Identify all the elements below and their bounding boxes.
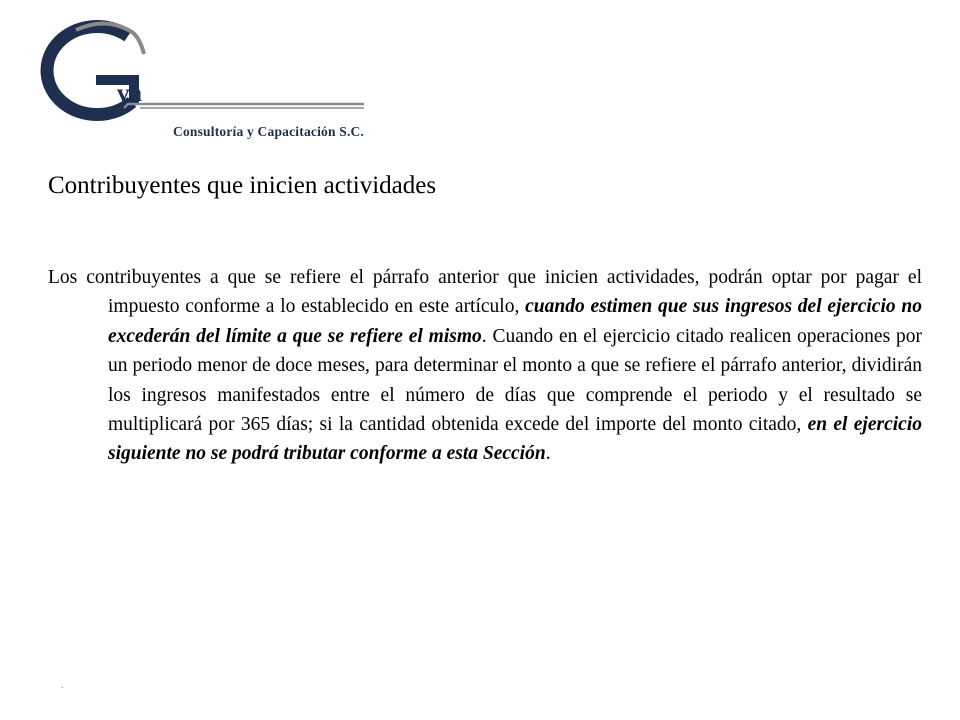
footer-mark: . <box>61 680 64 690</box>
paragraph-emphasis-2: en el ejercicio siguiente no se podrá tributar conforme a esta Sección <box>108 414 922 465</box>
gva-logo-icon <box>28 18 368 133</box>
company-logo <box>28 18 368 139</box>
paragraph-text-2: . Cuando en el ejercicio citado realicen operaciones por un periodo menor de doce meses, para determinar el monto a que se refiere el párrafo anterior, dividirán los ingresos manifestados entre el número de días que comprende el periodo y el resultado se multiplicará por 365 días; si la cantidad obtenida excede del importe del monto citado, <box>108 325 922 436</box>
slide-title: Contribuyentes que inicien actividades <box>48 172 437 199</box>
paragraph-emphasis-1: cuando estimen que sus ingresos del ejercicio no excederán del límite a que se refiere el mismo <box>108 296 922 347</box>
body-paragraph <box>48 263 922 469</box>
logo-company-name: Consultoría y Capacitación S.C. <box>173 124 365 139</box>
paragraph-text-3: . <box>545 443 551 465</box>
logo-initials: va <box>117 80 142 107</box>
paragraph-text-1: Los contribuyentes a que se refiere el párrafo anterior que inicien actividades, podrán optar por pagar el impuesto conforme a lo establecido en este artículo, <box>48 267 922 318</box>
